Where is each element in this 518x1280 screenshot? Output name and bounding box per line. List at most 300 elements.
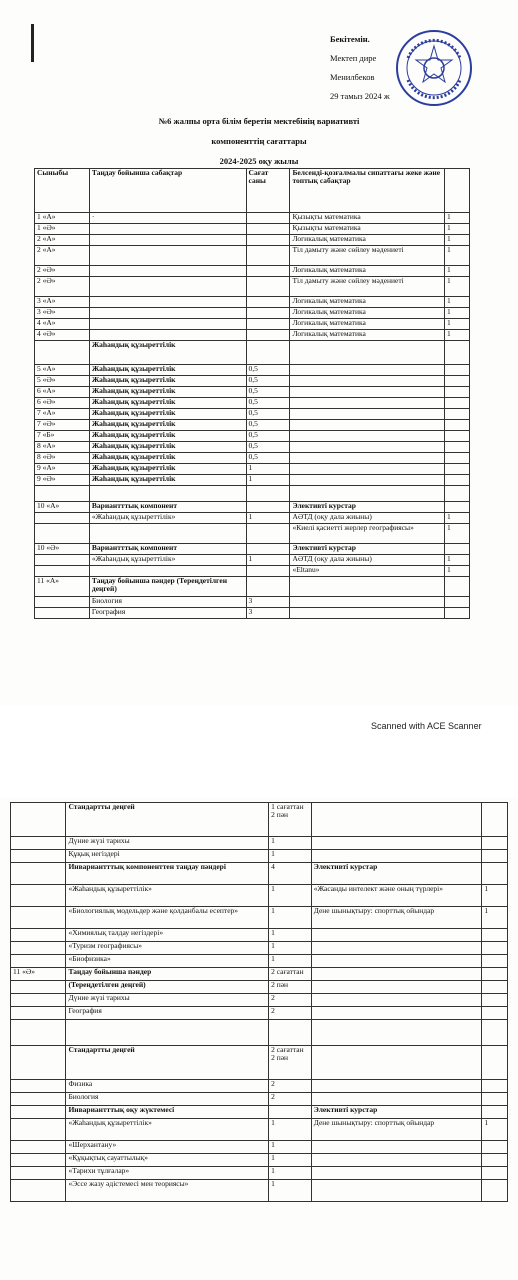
table-row — [35, 544, 470, 555]
table-row — [35, 524, 470, 544]
table-cell: 10 «А» — [35, 502, 90, 513]
table-cell — [89, 330, 246, 341]
table-cell: 1 — [445, 524, 470, 544]
table-cell — [290, 475, 445, 486]
table-cell — [290, 453, 445, 464]
margin-mark — [31, 24, 34, 62]
table-cell — [290, 376, 445, 387]
table-cell — [89, 319, 246, 330]
table-cell: 1 — [246, 555, 290, 566]
table-cell — [311, 1093, 482, 1106]
table-row — [11, 929, 508, 942]
table-cell — [11, 1007, 66, 1020]
table-cell: 0,5 — [246, 409, 290, 420]
table-row — [11, 907, 508, 929]
table-cell: Элективті курстар — [290, 544, 445, 555]
table-cell: «Химиялық талдау негіздері» — [66, 929, 269, 942]
table-row — [35, 398, 470, 409]
table-cell — [311, 955, 482, 968]
table-cell: Инвариантттық оқу жүктемесі — [66, 1106, 269, 1119]
table-cell — [445, 453, 470, 464]
table-cell: Биология — [66, 1093, 269, 1106]
table-cell — [311, 1167, 482, 1180]
table-row — [35, 376, 470, 387]
table-cell — [89, 524, 246, 544]
academic-year: 2024-2025 оқу жылы — [219, 156, 299, 166]
table-cell: 1 — [269, 850, 312, 863]
table-cell — [11, 1093, 66, 1106]
table-cell: 1 — [246, 475, 290, 486]
table-cell — [290, 387, 445, 398]
table-cell — [311, 1046, 482, 1080]
table-cell: «Жасанды интелект және оның түрлері» — [311, 885, 482, 907]
table-cell: 1 — [445, 513, 470, 524]
table-cell — [290, 420, 445, 431]
table-cell — [290, 597, 445, 608]
table-cell — [269, 1020, 312, 1046]
table-cell: 1 — [269, 1119, 312, 1141]
table-row — [11, 803, 508, 837]
table-cell — [311, 1141, 482, 1154]
table-cell — [246, 577, 290, 597]
table-cell: Жаһандық құзыреттілік — [89, 464, 246, 475]
table-cell — [445, 420, 470, 431]
table-cell: Биология — [89, 597, 246, 608]
table-cell — [311, 1007, 482, 1020]
table-row — [11, 955, 508, 968]
table-header-cell — [445, 169, 470, 213]
table-cell: 1 — [445, 555, 470, 566]
table-cell — [311, 803, 482, 837]
table-cell — [246, 235, 290, 246]
table-cell: Жаһандық құзыреттілік — [89, 376, 246, 387]
table-cell — [290, 486, 445, 502]
table-cell: «Жаһандық құзыреттілік» — [66, 885, 269, 907]
table-cell: Логикалық математика — [290, 330, 445, 341]
table-cell — [290, 431, 445, 442]
table-cell — [445, 577, 470, 597]
table-cell: География — [89, 608, 246, 619]
table-cell — [445, 608, 470, 619]
table-cell — [35, 566, 90, 577]
table-cell: АӘТД (оқу дала жиыны) — [290, 513, 445, 524]
table-cell: 0,5 — [246, 442, 290, 453]
table-cell: 1 сағаттан 2 пән — [269, 803, 312, 837]
table-cell — [11, 1154, 66, 1167]
table-header-row — [35, 169, 470, 213]
table-cell — [482, 863, 508, 885]
table-cell: 3 «Ә» — [35, 308, 90, 319]
table-cell: Вариантттық компонент — [89, 544, 246, 555]
table-cell — [246, 341, 290, 365]
table-cell: 6 «Ә» — [35, 398, 90, 409]
table-cell — [11, 1080, 66, 1093]
table-cell: 3 — [246, 608, 290, 619]
table-cell: Жаһандық құзыреттілік — [89, 453, 246, 464]
table-cell — [311, 1020, 482, 1046]
table-cell: 1 «Ә» — [35, 224, 90, 235]
table-cell — [89, 308, 246, 319]
table-cell — [445, 597, 470, 608]
table-cell: 1 — [445, 246, 470, 266]
table-cell — [246, 266, 290, 277]
table-cell: Тіл дамыту және сөйлеу мәдениеті — [290, 277, 445, 297]
table-cell: (Тереңдетілген деңгей) — [66, 981, 269, 994]
table-cell — [246, 566, 290, 577]
table-cell — [311, 981, 482, 994]
table-cell: 2 — [269, 1093, 312, 1106]
table-cell — [89, 266, 246, 277]
table-row — [11, 968, 508, 981]
table-cell: 11 «Ә» — [11, 968, 66, 981]
table-cell — [246, 502, 290, 513]
table-cell: 1 — [445, 266, 470, 277]
table-cell — [35, 524, 90, 544]
table-cell: Жаһандық құзыреттілік — [89, 475, 246, 486]
table-cell: 1 — [269, 942, 312, 955]
table-row — [35, 555, 470, 566]
table-cell: 1 — [269, 1154, 312, 1167]
table-cell — [11, 850, 66, 863]
table-cell: Таңдау бойынша пәндер (Тереңдетілген деңгей) — [89, 577, 246, 597]
table-cell — [11, 1180, 66, 1202]
table-cell: «Жаһандық құзыреттілік» — [89, 555, 246, 566]
table-cell: Дүние жүзі тарихы — [66, 994, 269, 1007]
table-cell — [445, 464, 470, 475]
table-cell — [11, 885, 66, 907]
table-cell: «Eltanu» — [290, 566, 445, 577]
table-cell — [482, 1106, 508, 1119]
table-cell: 1 — [445, 297, 470, 308]
table-cell — [11, 863, 66, 885]
table-row — [11, 1141, 508, 1154]
table-cell — [482, 955, 508, 968]
table-cell — [482, 803, 508, 837]
table-cell: «Эссе жазу әдістемесі мен теориясы» — [66, 1180, 269, 1202]
table-cell — [269, 1106, 312, 1119]
table-cell: Стандартты деңгей — [66, 803, 269, 837]
table-row — [35, 224, 470, 235]
table-row — [35, 566, 470, 577]
table-cell — [311, 1154, 482, 1167]
table-row — [35, 319, 470, 330]
table-row — [35, 365, 470, 376]
table-cell: 2 «А» — [35, 246, 90, 266]
table-cell: · — [89, 213, 246, 224]
table-cell: «Жаһандық құзыреттілік» — [89, 513, 246, 524]
table-row — [11, 1154, 508, 1167]
table-cell: 1 — [482, 907, 508, 929]
table-cell — [11, 955, 66, 968]
table-cell: 2 «А» — [35, 235, 90, 246]
table-cell — [246, 246, 290, 266]
table-cell — [445, 387, 470, 398]
table-cell: Жаһандық құзыреттілік — [89, 341, 246, 365]
table-cell — [11, 1046, 66, 1080]
page-gap — [0, 705, 518, 797]
table-cell — [290, 464, 445, 475]
table-cell: 9 «А» — [35, 464, 90, 475]
table-cell: Жаһандық құзыреттілік — [89, 420, 246, 431]
table-cell — [11, 981, 66, 994]
table-cell: 5 «А» — [35, 365, 90, 376]
table-cell — [290, 398, 445, 409]
table-cell: «Құқықтық сауаттылық» — [66, 1154, 269, 1167]
table-cell — [482, 1080, 508, 1093]
scanner-watermark: Scanned with ACE Scanner — [371, 721, 482, 731]
table-cell: «Биологиялық модельдер және қолданбалы есептер» — [66, 907, 269, 929]
table-row — [35, 277, 470, 297]
table-row — [35, 266, 470, 277]
table-row — [35, 486, 470, 502]
table-row — [11, 837, 508, 850]
table-row — [35, 341, 470, 365]
table-cell — [11, 837, 66, 850]
table-cell — [311, 942, 482, 955]
director-name: Менилбеков — [330, 72, 375, 82]
table-cell — [290, 608, 445, 619]
table-cell: Дене шынықтыру: спорттық ойындар — [311, 907, 482, 929]
table-cell — [445, 341, 470, 365]
table-cell: Стандартты деңгей — [66, 1046, 269, 1080]
table-cell: 2 «Ә» — [35, 266, 90, 277]
table-cell: 5 «Ә» — [35, 376, 90, 387]
table-cell — [482, 1007, 508, 1020]
table-cell: 1 — [482, 885, 508, 907]
table-cell — [311, 968, 482, 981]
table-cell — [311, 1080, 482, 1093]
table-cell — [11, 929, 66, 942]
table-cell — [311, 850, 482, 863]
table-row — [35, 464, 470, 475]
table-cell: Таңдау бойынша пәндер — [66, 968, 269, 981]
table-cell: 1 — [269, 955, 312, 968]
table-cell — [445, 442, 470, 453]
table-cell: Инвариантттық компоненттен таңдау пәндері — [66, 863, 269, 885]
table-cell — [311, 929, 482, 942]
table-cell: АӘТД (оқу дала жиыны) — [290, 555, 445, 566]
table-cell: Қызықты математика — [290, 224, 445, 235]
table-row — [35, 235, 470, 246]
table-cell — [482, 981, 508, 994]
table-cell — [89, 246, 246, 266]
table-cell: 1 — [445, 319, 470, 330]
table-cell: 8 «Ә» — [35, 453, 90, 464]
table-cell: «Тарихи тұлғалар» — [66, 1167, 269, 1180]
table-cell — [482, 1046, 508, 1080]
table-cell: 3 — [246, 597, 290, 608]
table-row — [35, 502, 470, 513]
table-cell — [290, 442, 445, 453]
table-cell: 4 «Ә» — [35, 330, 90, 341]
table-cell: 7 «Ә» — [35, 420, 90, 431]
table-cell: 9 «Ә» — [35, 475, 90, 486]
table-cell — [89, 566, 246, 577]
table-cell: 2 пән — [269, 981, 312, 994]
approval-block — [330, 30, 390, 106]
table-cell: 2 — [269, 994, 312, 1007]
table-cell — [445, 376, 470, 387]
table-cell — [11, 942, 66, 955]
table-row — [35, 597, 470, 608]
scanned-page-2 — [0, 797, 518, 1280]
table-cell: 4 — [269, 863, 312, 885]
table-cell — [482, 968, 508, 981]
table-cell — [89, 235, 246, 246]
table-cell: Тіл дамыту және сөйлеу мәдениеті — [290, 246, 445, 266]
table-cell: Вариантттық компонент — [89, 502, 246, 513]
table-row — [11, 1106, 508, 1119]
table-cell: 10 «Ә» — [35, 544, 90, 555]
table-cell — [11, 907, 66, 929]
table-cell — [311, 994, 482, 1007]
table-cell — [290, 577, 445, 597]
table-cell: 2 сағаттан 2 пән — [269, 1046, 312, 1080]
table-row — [35, 246, 470, 266]
director-line: Мектеп дире — [330, 53, 377, 63]
table-cell — [445, 398, 470, 409]
table-row — [11, 994, 508, 1007]
table-cell: География — [66, 1007, 269, 1020]
table-cell: Дүние жүзі тарихы — [66, 837, 269, 850]
table-row — [35, 308, 470, 319]
table-cell — [11, 1020, 66, 1046]
table-cell: 1 — [482, 1119, 508, 1141]
table-row — [35, 409, 470, 420]
table-cell — [290, 365, 445, 376]
table-cell: Логикалық математика — [290, 319, 445, 330]
table-cell: Элективті курстар — [311, 863, 482, 885]
table-cell: 1 «А» — [35, 213, 90, 224]
table-cell: Қызықты математика — [290, 213, 445, 224]
variative-hours-table-continued — [10, 802, 508, 1202]
table-cell — [482, 1154, 508, 1167]
table-cell — [35, 597, 90, 608]
table-row — [11, 863, 508, 885]
table-cell: Жаһандық құзыреттілік — [89, 387, 246, 398]
table-row — [35, 453, 470, 464]
table-cell: 1 — [445, 277, 470, 297]
table-cell — [482, 1180, 508, 1202]
table-cell — [445, 431, 470, 442]
table-cell — [482, 1141, 508, 1154]
table-cell — [482, 929, 508, 942]
table-row — [11, 850, 508, 863]
school-seal-stamp — [394, 28, 474, 108]
table-cell: Жаһандық құзыреттілік — [89, 409, 246, 420]
table-row — [35, 420, 470, 431]
table-cell — [246, 297, 290, 308]
approval-heading: Бекітемін. — [330, 34, 370, 44]
table-cell: Физика — [66, 1080, 269, 1093]
table-cell: 2 — [269, 1007, 312, 1020]
table-row — [11, 1007, 508, 1020]
table-cell: «Шерхантану» — [66, 1141, 269, 1154]
table-cell: 7 «А» — [35, 409, 90, 420]
table-cell: 1 — [445, 566, 470, 577]
table-cell — [482, 942, 508, 955]
table-cell — [11, 1106, 66, 1119]
table-row — [35, 387, 470, 398]
table-cell: 1 — [445, 213, 470, 224]
table-cell: Жаһандық құзыреттілік — [89, 442, 246, 453]
variative-hours-table — [34, 168, 470, 619]
table-row — [35, 431, 470, 442]
table-cell: 2 сағаттан — [269, 968, 312, 981]
table-cell — [35, 608, 90, 619]
table-header-cell: Белсенді-қозғалмалы сипаттағы жеке және топтық сабақтар — [290, 169, 445, 213]
table-cell: 1 — [269, 1141, 312, 1154]
table-cell — [89, 486, 246, 502]
table-cell: 6 «А» — [35, 387, 90, 398]
table-cell — [482, 1167, 508, 1180]
table-cell — [311, 837, 482, 850]
table-cell — [445, 486, 470, 502]
table-cell — [89, 297, 246, 308]
table-cell — [246, 277, 290, 297]
table-cell — [89, 224, 246, 235]
table-cell — [482, 1020, 508, 1046]
table-row — [11, 981, 508, 994]
table-cell — [482, 1093, 508, 1106]
table-cell — [11, 803, 66, 837]
table-cell — [290, 341, 445, 365]
table-header-cell: Сағат саны — [246, 169, 290, 213]
table-row — [11, 1180, 508, 1202]
table-cell — [246, 524, 290, 544]
table-cell — [246, 330, 290, 341]
table-cell: «Туризм географиясы» — [66, 942, 269, 955]
table-cell — [246, 308, 290, 319]
table-cell — [246, 213, 290, 224]
table-cell — [445, 365, 470, 376]
table-cell: Жаһандық құзыреттілік — [89, 431, 246, 442]
table-cell: 1 — [445, 235, 470, 246]
table-row — [11, 1093, 508, 1106]
table-cell: «Киелі қасиетті жерлер географиясы» — [290, 524, 445, 544]
table-row — [35, 513, 470, 524]
table-cell: Логикалық математика — [290, 308, 445, 319]
table-cell: «Жаһандық құзыреттілік» — [66, 1119, 269, 1141]
table-row — [35, 330, 470, 341]
table-cell — [11, 1167, 66, 1180]
table-cell — [445, 502, 470, 513]
table-cell: 1 — [269, 929, 312, 942]
table-header-cell: Сыныбы — [35, 169, 90, 213]
table-cell: 0,5 — [246, 376, 290, 387]
table-cell — [311, 1180, 482, 1202]
table-cell: Құқық негіздері — [66, 850, 269, 863]
table-cell: Дене шынықтыру: спорттық ойындар — [311, 1119, 482, 1141]
table-cell: Логикалық математика — [290, 266, 445, 277]
table-cell: 8 «А» — [35, 442, 90, 453]
table-cell: «Биофизика» — [66, 955, 269, 968]
table-cell: 4 «А» — [35, 319, 90, 330]
table-cell: Логикалық математика — [290, 297, 445, 308]
table-row — [35, 608, 470, 619]
table-cell: Логикалық математика — [290, 235, 445, 246]
table-cell: 1 — [269, 885, 312, 907]
table-cell — [482, 994, 508, 1007]
table-cell — [246, 486, 290, 502]
table-header-cell: Таңдау бойынша сабақтар — [89, 169, 246, 213]
document-title-line1: №6 жалпы орта білім беретін мектебінің вариативті — [158, 116, 360, 126]
table-cell — [246, 224, 290, 235]
table-row — [11, 1119, 508, 1141]
table-cell: Элективті курстар — [311, 1106, 482, 1119]
table-row — [35, 442, 470, 453]
document-title-line2: компоненттің сағаттары — [211, 136, 307, 146]
